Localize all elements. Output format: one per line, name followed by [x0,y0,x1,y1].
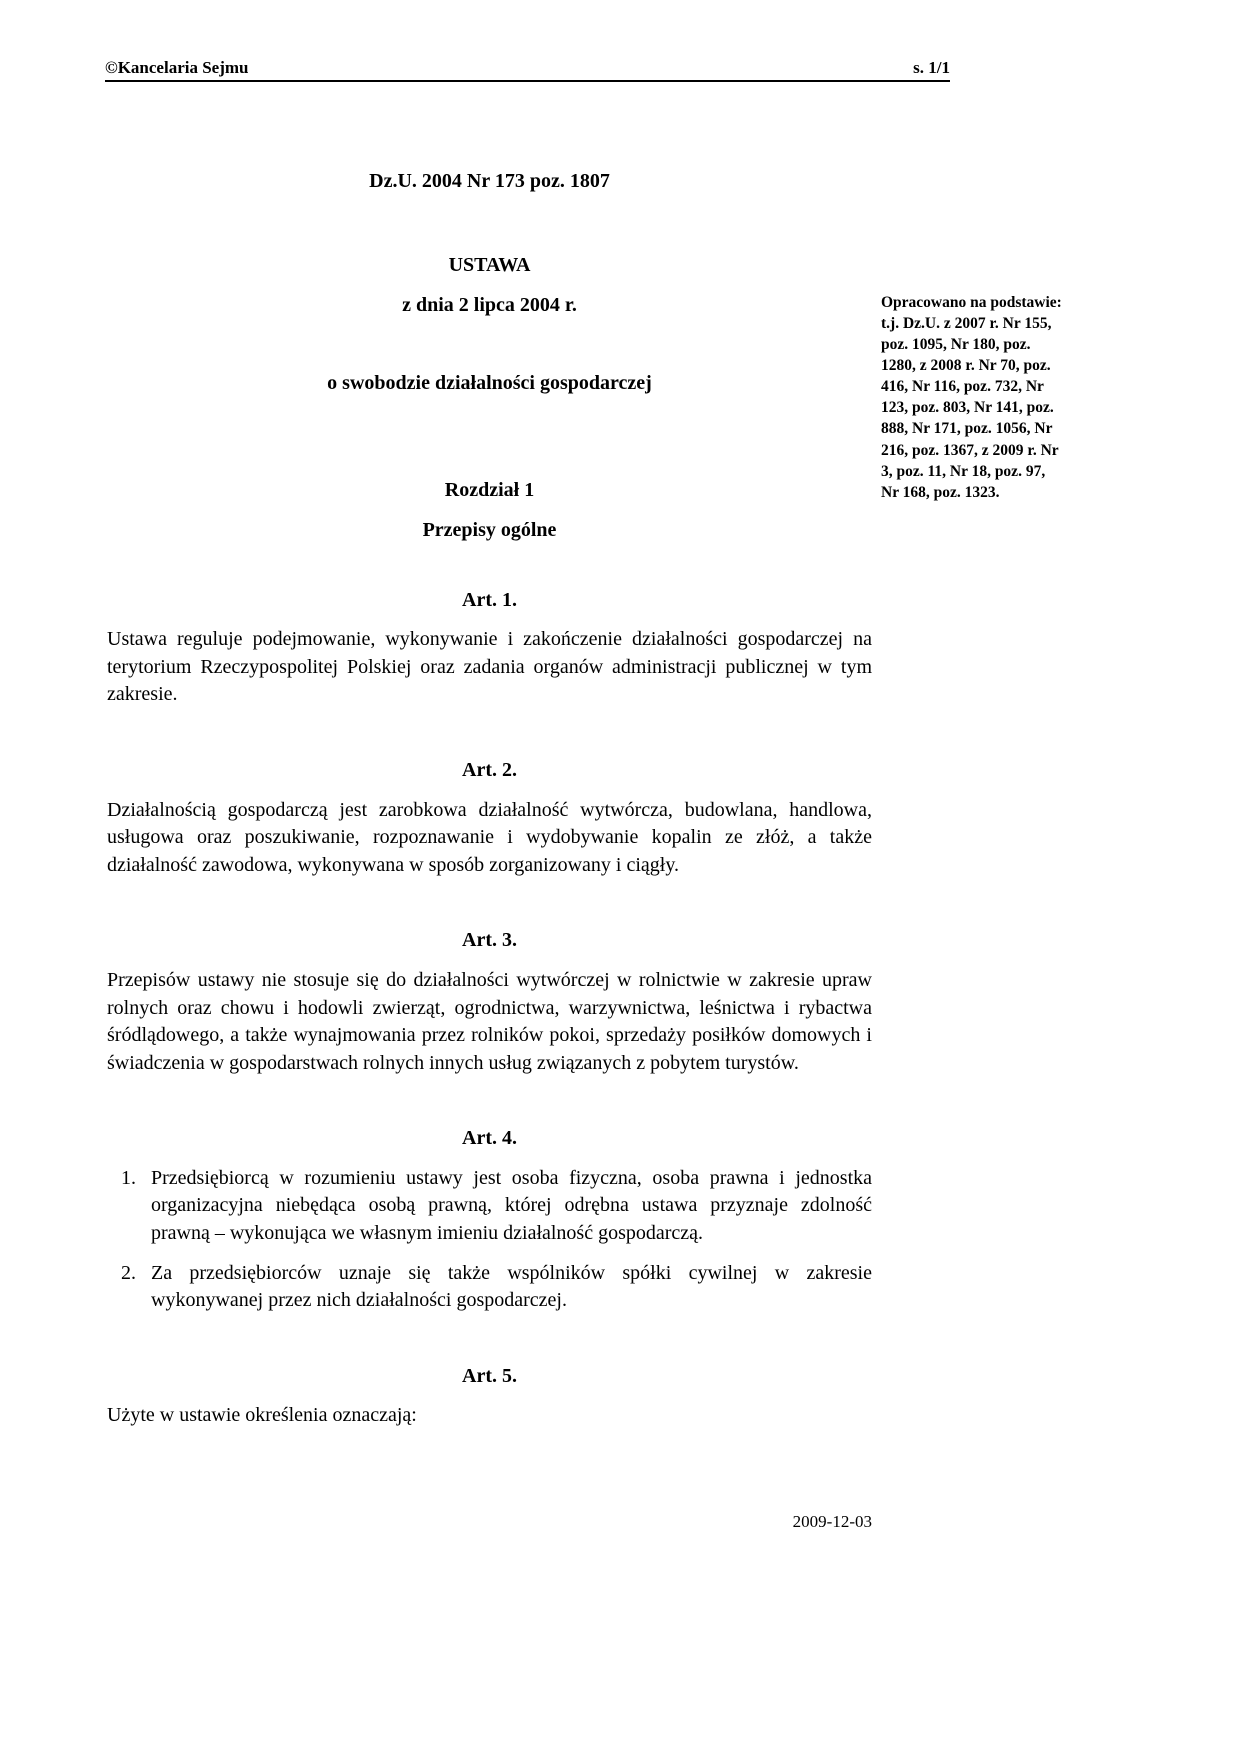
document-body [107,168,872,1430]
act-subject: o swobodzie działalności gospodarczej [327,371,652,394]
article-3-heading: Art. 3. [462,929,517,952]
act-title: USTAWA [448,253,531,276]
act-date: z dnia 2 lipca 2004 r. [402,294,577,317]
article-4-item-1-text: Przedsiębiorcą w rozumieniu ustawy jest osoba fizyczna, osoba prawna i jednostka organizacyjna niebędąca osobą prawną, której odrębna ustawa przyznaje zdolność prawną – wykonująca we własnym imieniu działalność gospodarczą. [151,1166,872,1245]
article-4-item-2-text: Za przedsiębiorców uznaje się także wspólników spółki cywilnej w zakresie wykonywanej przez nich działalności gospodarczej. [151,1261,872,1312]
article-5-heading: Art. 5. [462,1364,517,1387]
article-4-item-1-number: 1. [121,1166,136,1189]
header-publisher: ©Kancelaria Sejmu [105,58,249,77]
footer-date: 2009-12-03 [792,1512,872,1531]
article-1-text: Ustawa reguluje podejmowanie, wykonywanie i zakończenie działalności gospodarczej na terytorium Rzeczypospolitej Polskiej oraz zadania organów administracji publicznej w tym zakresie. [107,628,872,706]
article-3-text: Przepisów ustawy nie stosuje się do działalności wytwórczej w rolnictwie w zakresie upraw rolnych oraz chowu i hodowli zwierząt, ogrodnictwa, warzywnictwa, leśnictwa i rybactwa śródlądowego, a także wynajmowania przez rolników pokoi, sprzedaży posiłków domowych i świadczenia w gospodarstwach rolnych innych usług związanych z pobytem turystów. [107,968,872,1074]
chapter-title: Przepisy ogólne [422,518,557,541]
docket-number: Dz.U. 2004 Nr 173 poz. 1807 [369,170,610,192]
article-1-heading: Art. 1. [462,588,517,611]
article-4-item-2-number: 2. [121,1261,136,1284]
chapter-number: Rozdział 1 [444,479,535,502]
article-2-heading: Art. 2. [462,758,517,781]
article-4-item-1 [107,1165,872,1248]
article-4-item-2 [107,1260,872,1315]
article-5-text: Użyte w ustawie określenia oznaczają: [107,1404,417,1427]
article-4-heading: Art. 4. [462,1127,517,1150]
page-header [105,58,950,82]
header-page-number: s. 1/1 [913,58,950,77]
article-2-text: Działalnością gospodarczą jest zarobkowa działalność wytwórcza, budowlana, handlowa, usługowa oraz poszukiwanie, rozpoznawanie i wydobywanie kopalin ze złóż, a także działalność zawodowa, wykonywana w sposób zorganizowany i ciągły. [107,798,872,876]
side-note-basis: Opracowano na podstawie: t.j. Dz.U. z 2007 r. Nr 155, poz. 1095, Nr 180, poz. 1280, z 2008 r. Nr 70, poz. 416, Nr 116, poz. 732, Nr 123, poz. 803, Nr 141, poz. 888, Nr 171, poz. 1056, Nr 216, poz. 1367, z 2009 r. Nr 3, poz. 11, Nr 18, poz. 97, Nr 168, poz. 1323. [881,294,1062,501]
